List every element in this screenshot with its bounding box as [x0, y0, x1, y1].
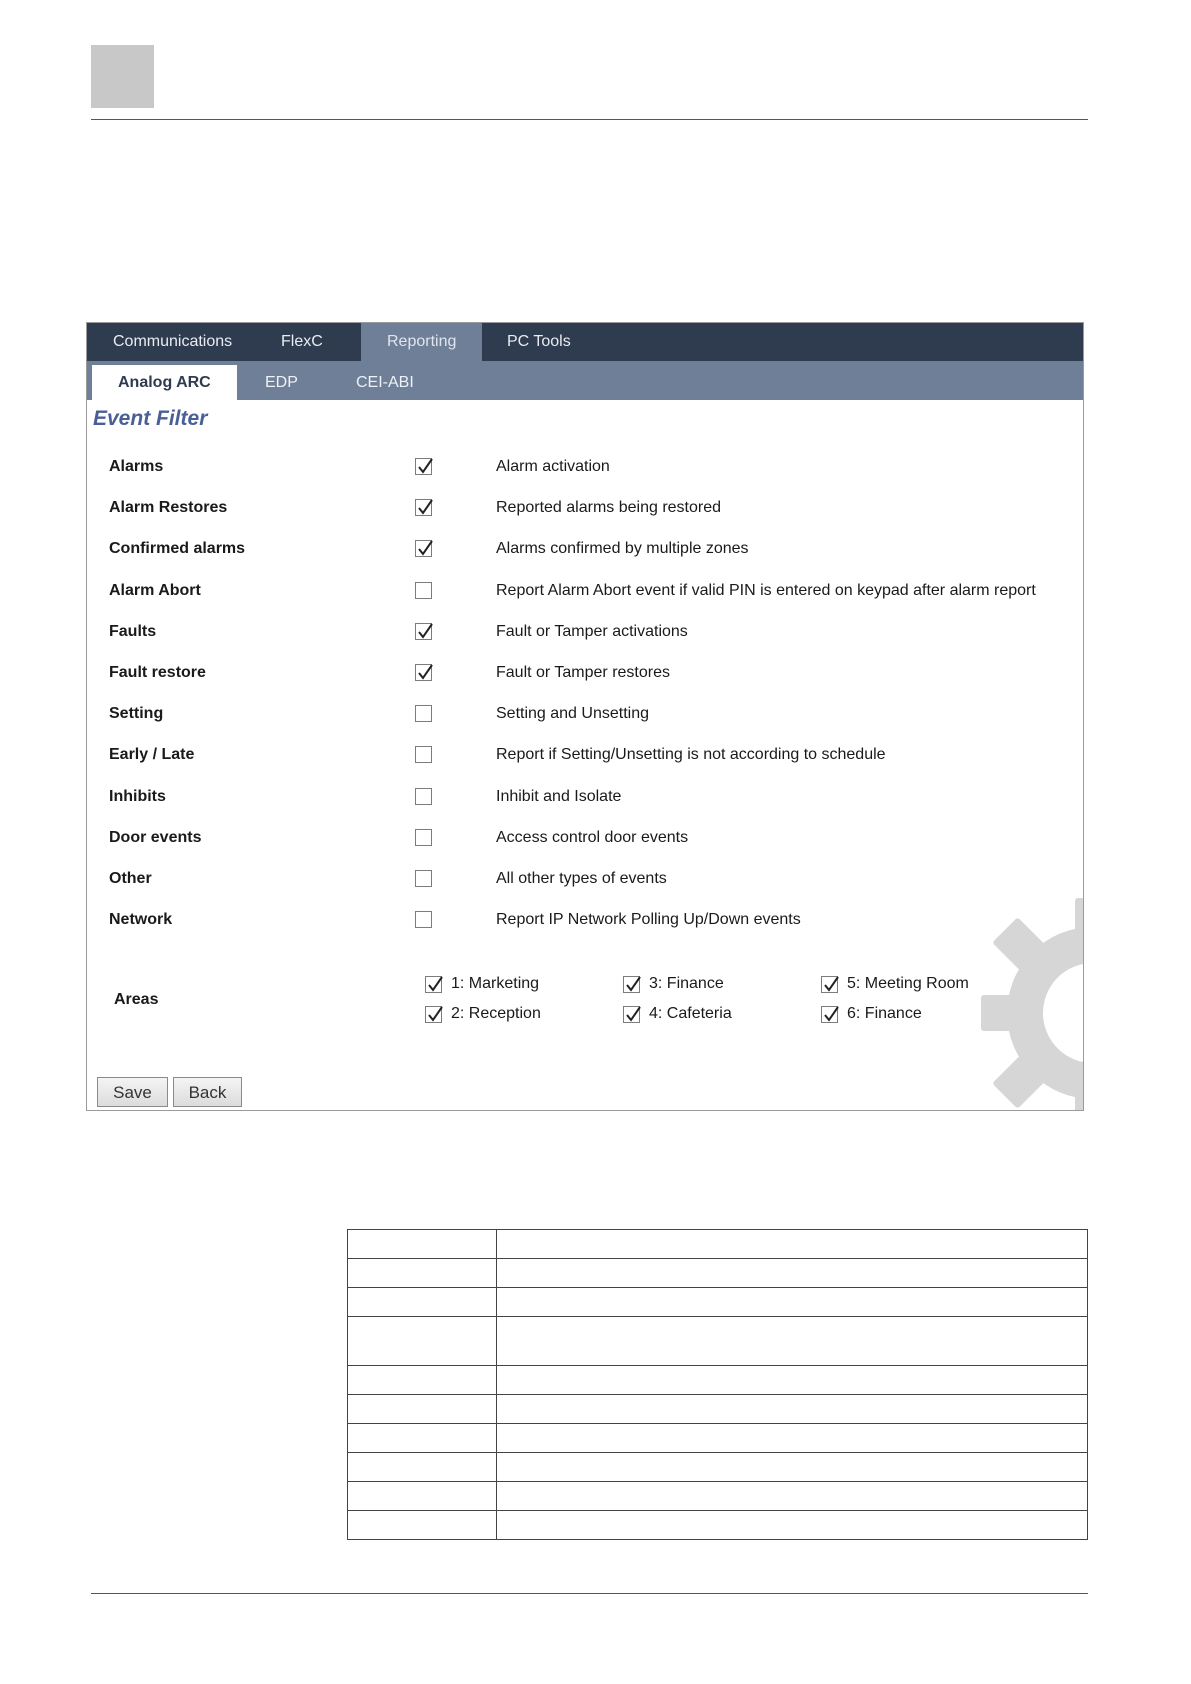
event-label: Early / Late [109, 746, 195, 764]
event-filter-row [87, 860, 1083, 901]
footer-rule [91, 1593, 1088, 1594]
area-checkbox[interactable] [425, 1006, 442, 1023]
event-filter-row [87, 530, 1083, 571]
event-label: Faults [109, 622, 157, 640]
info-table [347, 1229, 1088, 1540]
area-label: 5: Meeting Room [847, 975, 969, 992]
event-description: Inhibit and Isolate [496, 787, 622, 805]
subtab-cei-abi[interactable]: CEI-ABI [356, 374, 414, 391]
areas-label: Areas [114, 991, 159, 1008]
back-button[interactable]: Back [173, 1077, 242, 1107]
event-description: Access control door events [496, 828, 689, 846]
save-button[interactable]: Save [97, 1077, 168, 1107]
event-checkbox[interactable] [415, 499, 432, 516]
event-checkbox[interactable] [415, 911, 432, 928]
event-description: Alarms confirmed by multiple zones [496, 540, 749, 558]
table-row [348, 1259, 1088, 1288]
area-label: 4: Cafeteria [649, 1005, 732, 1022]
area-label: 2: Reception [451, 1005, 541, 1022]
event-checkbox[interactable] [415, 664, 432, 681]
table-row [348, 1453, 1088, 1482]
event-checkbox[interactable] [415, 788, 432, 805]
event-checkbox[interactable] [415, 623, 432, 640]
event-filter-row [87, 448, 1083, 489]
secondary-tab-bar [87, 361, 1083, 400]
event-checkbox-cell [415, 870, 432, 887]
event-checkbox[interactable] [415, 540, 432, 557]
event-checkbox[interactable] [415, 705, 432, 722]
event-filter-row [87, 778, 1083, 819]
table-row [348, 1395, 1088, 1424]
area-checkbox[interactable] [623, 1006, 640, 1023]
primary-tab-bar [87, 323, 1083, 361]
subtab-analog-arc[interactable]: Analog ARC [92, 365, 237, 400]
area-checkbox[interactable] [623, 976, 640, 993]
event-description: Setting and Unsetting [496, 705, 649, 723]
table-row [348, 1230, 1088, 1259]
tab-communications[interactable]: Communications [113, 333, 233, 350]
event-checkbox[interactable] [415, 458, 432, 475]
event-checkbox-cell [415, 458, 432, 475]
tab-reporting[interactable]: Reporting [361, 323, 482, 361]
event-label: Other [109, 870, 152, 887]
corner-marker [91, 45, 154, 108]
tab-flexc[interactable]: FlexC [281, 333, 323, 350]
event-description: Fault or Tamper restores [496, 664, 670, 681]
event-checkbox-cell [415, 746, 432, 763]
event-filter-row [87, 736, 1083, 777]
event-checkbox-cell [415, 911, 432, 928]
event-label: Door events [109, 828, 202, 846]
table-row [348, 1482, 1088, 1511]
event-description: Report Alarm Abort event if valid PIN is entered on keypad after alarm report [496, 581, 1036, 599]
area-label: 1: Marketing [451, 975, 540, 992]
event-checkbox-cell [415, 582, 432, 599]
event-description: All other types of events [496, 870, 667, 887]
area-label: 3: Finance [649, 975, 724, 992]
area-checkbox[interactable] [821, 976, 838, 993]
event-description: Fault or Tamper activations [496, 622, 688, 640]
event-label: Inhibits [109, 787, 166, 805]
subtab-edp[interactable]: EDP [265, 374, 298, 391]
settings-panel [86, 322, 1084, 1111]
header-rule [91, 119, 1088, 120]
event-checkbox-cell [415, 705, 432, 722]
event-filter-row [87, 489, 1083, 530]
event-checkbox-cell [415, 664, 432, 681]
table-row [348, 1511, 1088, 1540]
event-filter-row [87, 695, 1083, 736]
event-label: Setting [109, 705, 164, 723]
event-label: Network [109, 911, 173, 929]
event-label: Alarms [109, 458, 164, 475]
event-checkbox-cell [415, 540, 432, 557]
event-label: Confirmed alarms [109, 540, 246, 558]
gear-watermark-icon [981, 898, 1084, 1111]
table-row [348, 1288, 1088, 1317]
event-description: Report IP Network Polling Up/Down events [496, 911, 801, 929]
section-title: Event Filter [93, 407, 208, 430]
event-description: Reported alarms being restored [496, 499, 722, 517]
event-checkbox-cell [415, 788, 432, 805]
event-description: Alarm activation [496, 458, 610, 475]
event-checkbox[interactable] [415, 829, 432, 846]
event-checkbox-cell [415, 829, 432, 846]
area-label: 6: Finance [847, 1005, 922, 1022]
event-filter-row [87, 572, 1083, 613]
table-row [348, 1366, 1088, 1395]
event-checkbox[interactable] [415, 582, 432, 599]
event-label: Alarm Abort [109, 581, 201, 599]
area-checkbox[interactable] [821, 1006, 838, 1023]
event-filter-row [87, 819, 1083, 860]
event-checkbox[interactable] [415, 870, 432, 887]
event-checkbox[interactable] [415, 746, 432, 763]
table-row [348, 1424, 1088, 1453]
event-filter-row [87, 654, 1083, 695]
event-checkbox-cell [415, 623, 432, 640]
event-label: Alarm Restores [109, 499, 228, 517]
event-label: Fault restore [109, 664, 206, 681]
area-checkbox[interactable] [425, 976, 442, 993]
tab-pc-tools[interactable]: PC Tools [507, 333, 571, 350]
event-description: Report if Setting/Unsetting is not according to schedule [496, 746, 886, 764]
table-row [348, 1317, 1088, 1366]
event-filter-row [87, 613, 1083, 654]
event-checkbox-cell [415, 499, 432, 516]
event-filter-row [87, 901, 1083, 942]
